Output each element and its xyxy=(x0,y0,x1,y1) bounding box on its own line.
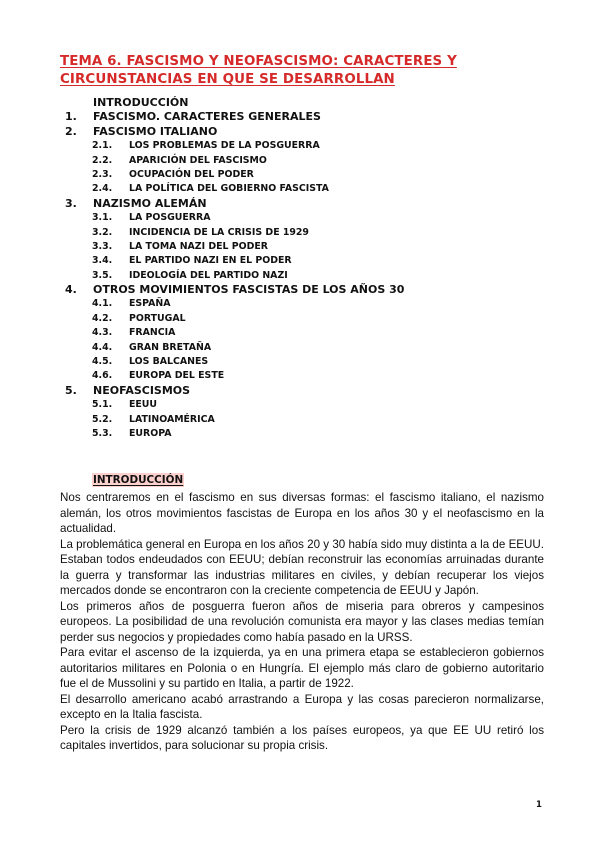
toc-item xyxy=(0,413,600,427)
toc-item-label: IDEOLOGÍA DEL PARTIDO NAZI xyxy=(129,269,288,281)
toc-item-number: 1. xyxy=(65,110,77,124)
toc-item xyxy=(0,226,600,240)
toc-item xyxy=(0,254,600,268)
toc-item-label: NEOFASCISMOS xyxy=(93,383,191,397)
toc-item-number: 3.1. xyxy=(92,212,113,224)
toc-item-label: EUROPA xyxy=(129,427,172,439)
paragraph: Los primeros años de posguerra fueron años de miseria para obreros y campesinos europeos. La posibilidad de una revolución comunista era mayor y las clases medias temían perder sus negocios y propiedades como había pasado en la URSS. xyxy=(60,599,544,644)
toc-item-label: FASCISMO. CARACTERES GENERALES xyxy=(93,110,321,124)
toc-item xyxy=(0,398,600,412)
toc-item-label: EL PARTIDO NAZI EN EL PODER xyxy=(129,255,292,267)
toc-item-label: GRAN BRETAÑA xyxy=(129,341,212,353)
toc-item-label: EUROPA DEL ESTE xyxy=(129,370,225,382)
toc-item-label: INCIDENCIA DE LA CRISIS DE 1929 xyxy=(129,226,309,238)
toc-item-number: 5.3. xyxy=(92,427,113,439)
toc-item-label: PORTUGAL xyxy=(129,312,186,324)
body-text xyxy=(60,490,544,754)
toc-item-number: 3.5. xyxy=(92,269,113,281)
toc-item-label: LA TOMA NAZI DEL PODER xyxy=(129,240,269,252)
toc-item-label: EEUU xyxy=(129,399,158,411)
toc-item-label: ESPAÑA xyxy=(129,298,171,310)
toc-item xyxy=(0,168,600,182)
toc-item-label: APARICIÓN DEL FASCISMO xyxy=(129,154,267,166)
toc-item-number: 3.4. xyxy=(92,255,113,267)
toc-item-number: 5.2. xyxy=(92,413,113,425)
toc-item xyxy=(0,355,600,369)
toc-item xyxy=(0,182,600,196)
toc-item-number: 3.2. xyxy=(92,226,113,238)
paragraph: La problemática general en Europa en los años 20 y 30 había sido muy distinta a la de EEUU. Estaban todos endeudados con EEUU; debían reconstruir las economías arruinadas durante la guerra y transformar las industrias militares en civiles, y debían recuperar los viejos mercados donde se encontraron con la creciente competencia de EEUU y Japón. xyxy=(60,537,544,597)
toc-item-label: INTRODUCCIÓN xyxy=(93,96,189,109)
toc-item xyxy=(0,96,600,110)
toc-item-label: LA POSGUERRA xyxy=(129,212,211,224)
toc-item-number: 5.1. xyxy=(92,399,113,411)
toc-item-number: 4.4. xyxy=(92,341,113,353)
paragraph: El desarrollo americano acabó arrastrando a Europa y las cosas parecieron normalizarse, excepto en la Italia fascista. xyxy=(60,692,544,721)
toc-item-number: 2.1. xyxy=(92,140,113,152)
toc-item xyxy=(0,240,600,254)
toc-item xyxy=(0,154,600,168)
paragraph: Pero la crisis de 1929 alcanzó también a los países europeos, ya que EE UU retiró los capitales invertidos, para solucionar su propia crisis. xyxy=(60,723,544,752)
toc-item xyxy=(0,125,600,139)
toc-item-number: 2.4. xyxy=(92,183,113,195)
paragraph: Nos centraremos en el fascismo en sus diversas formas: el fascismo italiano, el nazismo alemán, los otros movimientos fascistas de Europa en los años 30 y el neofascismo en la actualidad. xyxy=(60,491,544,535)
toc-item-number: 3. xyxy=(65,196,77,210)
toc-item-label: LATINOAMÉRICA xyxy=(129,413,215,425)
toc-item xyxy=(0,197,600,211)
toc-item xyxy=(0,269,600,283)
toc-item xyxy=(0,297,600,311)
toc-item-number: 4.6. xyxy=(92,370,113,382)
toc-item xyxy=(0,283,600,297)
toc-item-label: OCUPACIÓN DEL PODER xyxy=(129,168,254,180)
toc-item xyxy=(0,369,600,383)
toc-item-number: 2. xyxy=(65,124,77,138)
toc-item xyxy=(0,211,600,225)
toc-item-label: FRANCIA xyxy=(129,327,176,339)
toc-item-label: LOS BALCANES xyxy=(129,356,209,368)
toc-item-number: 4.3. xyxy=(92,327,113,339)
toc-item-number: 4.5. xyxy=(92,356,113,368)
toc-item xyxy=(0,341,600,355)
toc-item-number: 2.3. xyxy=(92,168,113,180)
toc-item-number: 4.2. xyxy=(92,312,113,324)
toc-item xyxy=(0,384,600,398)
page-number: 1 xyxy=(536,800,542,810)
toc-item-label: FASCISMO ITALIANO xyxy=(93,124,218,138)
toc-item-label: LA POLÍTICA DEL GOBIERNO FASCISTA xyxy=(129,183,329,195)
toc-item-label: OTROS MOVIMIENTOS FASCISTAS DE LOS AÑOS 30 xyxy=(93,283,405,297)
toc-item xyxy=(0,110,600,124)
toc-item-number: 4. xyxy=(65,283,77,297)
toc-item xyxy=(0,326,600,340)
toc-item-number: 5. xyxy=(65,383,77,397)
document-title: TEMA 6. FASCISMO Y NEOFASCISMO: CARACTERES Y CIRCUNSTANCIAS EN QUE SE DESARROLLAN xyxy=(60,54,457,87)
toc-item xyxy=(0,312,600,326)
table-of-contents xyxy=(0,96,600,441)
toc-item xyxy=(0,139,600,153)
toc-item-label: LOS PROBLEMAS DE LA POSGUERRA xyxy=(129,140,320,152)
toc-item-number: 4.1. xyxy=(92,298,113,310)
section-heading: INTRODUCCIÓN xyxy=(93,474,184,486)
toc-item-label: NAZISMO ALEMÁN xyxy=(93,196,207,210)
toc-item xyxy=(0,427,600,441)
toc-item-number: 2.2. xyxy=(92,154,113,166)
toc-item-number: 3.3. xyxy=(92,240,113,252)
paragraph: Para evitar el ascenso de la izquierda, ya en una primera etapa se establecieron gobiernos autoritarios militares en Polonia o en Hungría. El ejemplo más claro de gobierno autoritario fue el de Mussolini y su partido en Italia, a partir de 1922. xyxy=(60,646,544,690)
